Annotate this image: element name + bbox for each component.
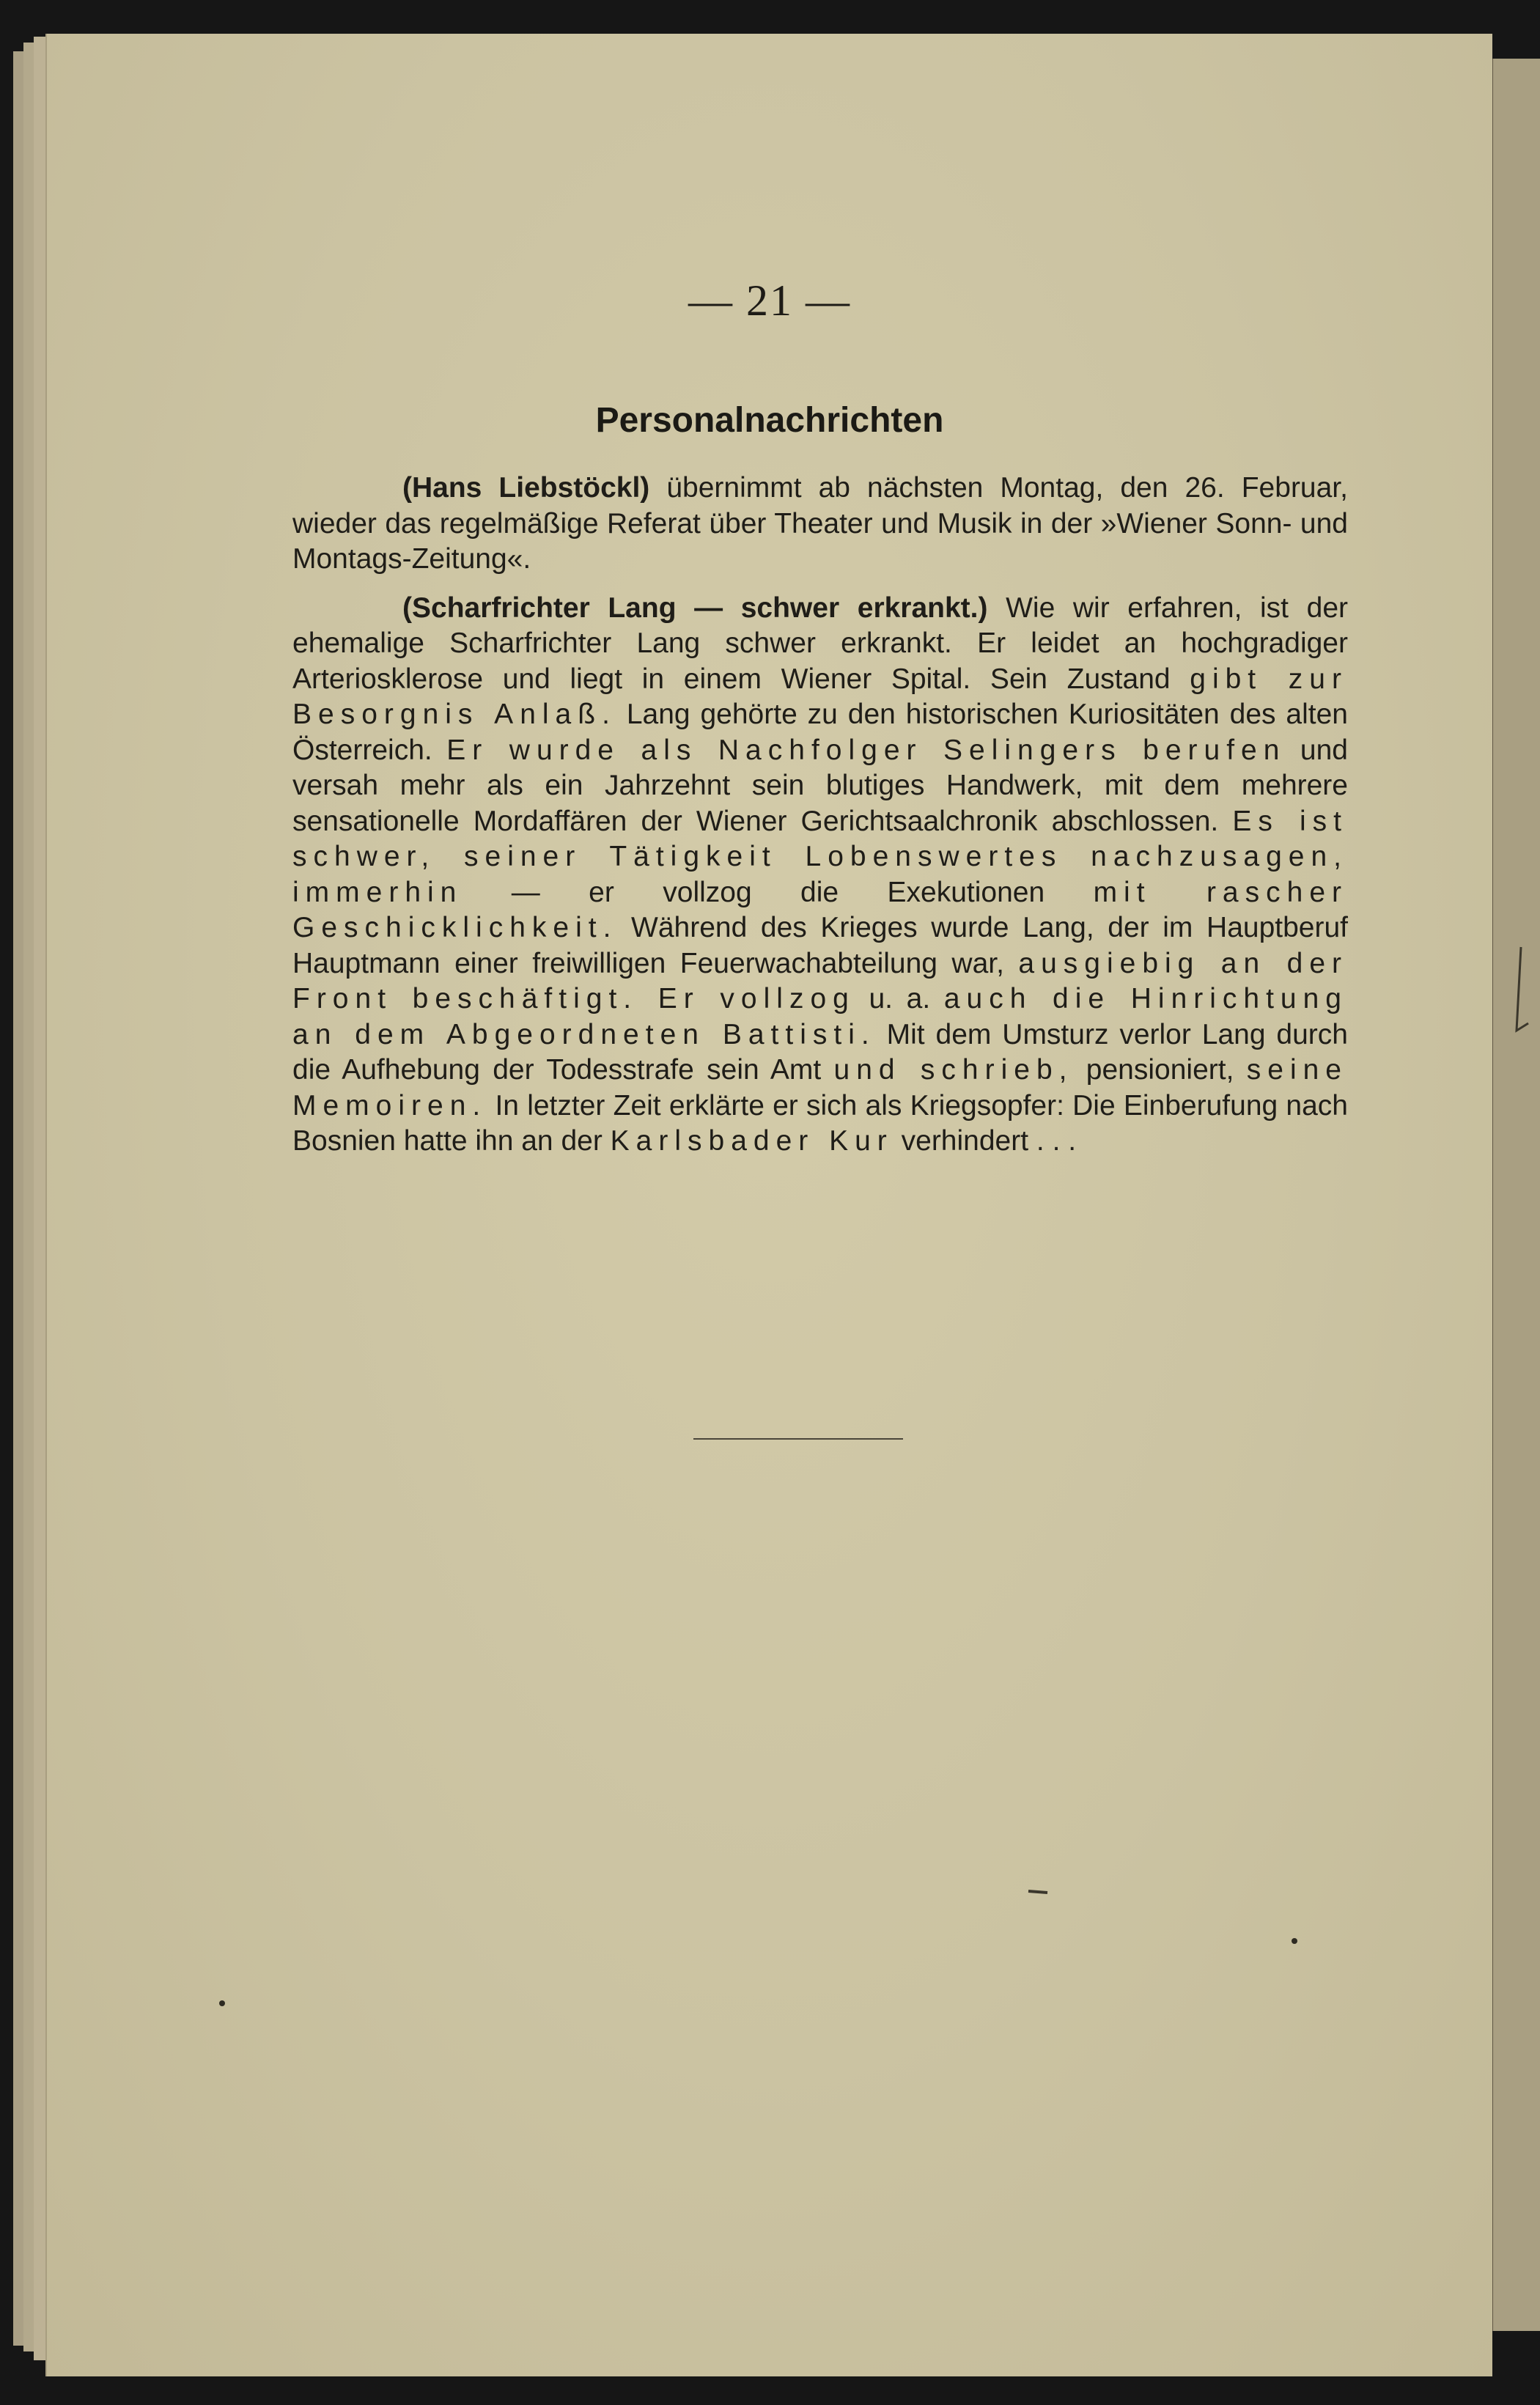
spaced-emphasis: Karlsbader Kur: [610, 1125, 894, 1157]
spaced-emphasis: Es ist schwer, seiner Tätigkeit Lobenswertes nachzusagen, immerhin: [292, 805, 1348, 908]
ink-dot: [217, 1998, 227, 2008]
ink-speck: [1025, 1881, 1055, 1903]
article-text: Wie wir erfahren, ist der ehemalige Scharfrichter Lang schwer erkrankt. Er leidet an hochgradiger Arteriosklerose und liegt in einem Wiener Spital. Sein Zustand: [292, 592, 1348, 695]
page-sheet: [45, 34, 1492, 2376]
section-heading: Personalnachrichten: [595, 401, 944, 440]
spaced-emphasis: ausgiebig an der Front beschäftigt. Er vollzog: [292, 947, 1348, 1014]
article-liebstoeckl: [292, 471, 1348, 578]
article-text: In letzter Zeit erklärte er sich als Kriegsopfer: Die Einberufung nach Bosnien hatte ihn an der: [292, 1089, 1348, 1157]
article-body: [292, 471, 1348, 1173]
article-text: übernimmt ab nächsten Montag, den 26. Februar, wieder das regelmäßige Referat über Theater und Musik in der »Wiener Sonn- und Montags-Zeitung«.: [292, 472, 1348, 575]
facing-page-edge: [1491, 59, 1540, 2331]
article-scharfrichter-lang: [292, 591, 1348, 1160]
article-text: Während des Krieges wurde Lang, der im Hauptberuf Hauptmann einer freiwilligen Feuerwachabteilung war,: [292, 912, 1348, 979]
article-text: Lang gehörte zu den historischen Kuriositäten des alten Österreich.: [292, 699, 1348, 766]
spaced-emphasis: auch die Hinrichtung an dem Abgeordneten Battisti.: [292, 983, 1349, 1050]
article-lead: (Hans Liebstöckl): [402, 472, 650, 504]
margin-pencil-mark: [1509, 943, 1531, 1045]
article-lead: (Scharfrichter Lang — schwer erkrankt.): [402, 592, 988, 624]
ink-dot: [1289, 1936, 1300, 1946]
article-text: — er vollzog die Exekutionen: [463, 876, 1094, 908]
spaced-emphasis: gibt zur Besorgnis Anlaß.: [292, 663, 1348, 730]
spaced-emphasis: und schrieb,: [833, 1054, 1074, 1086]
section-divider: [693, 1438, 903, 1440]
spaced-emphasis: Er wurde als Nachfolger Selingers berufen: [446, 734, 1286, 766]
article-text: verhindert . . .: [893, 1125, 1077, 1157]
article-text: pensioniert,: [1073, 1054, 1247, 1086]
article-text: Mit dem Umsturz verlor Lang durch die Aufhebung der Todesstrafe sein Amt: [292, 1018, 1348, 1086]
article-text: u. a.: [855, 983, 944, 1014]
spaced-emphasis: mit rascher Geschicklichkeit.: [292, 876, 1348, 943]
spaced-emphasis: seine Memoiren.: [292, 1054, 1348, 1122]
article-text: und versah mehr als ein Jahrzehnt sein blutiges Handwerk, mit dem mehrere sensationelle Mordaffären der Wiener Gerichtsaalchronik abschlossen.: [292, 734, 1348, 837]
page-number: — 21 —: [688, 276, 851, 325]
